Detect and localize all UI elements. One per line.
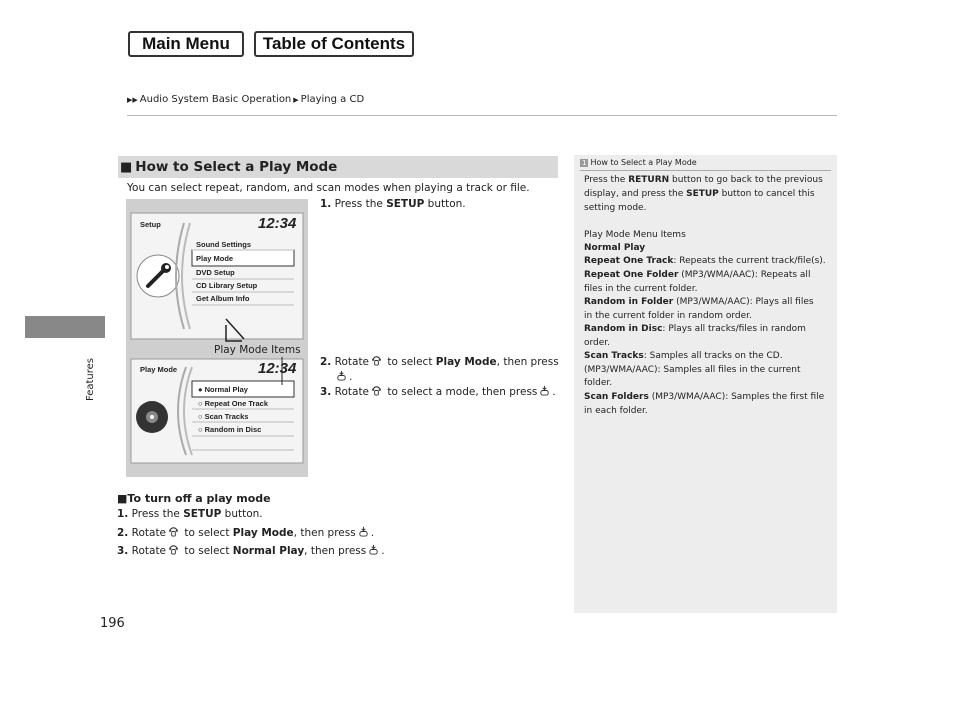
sidebar-item-cont: (MP3/WMA/AAC): Samples all files in the current xyxy=(584,365,801,375)
breadcrumb-arrow-icon: ▶ xyxy=(293,95,299,104)
chapter-tab xyxy=(25,316,105,338)
rotate-knob-icon xyxy=(168,544,179,555)
setup-screen-clock: 12:34 xyxy=(258,215,297,232)
sidebar-item: Normal Play xyxy=(584,243,646,253)
sidebar-item-cont: files in the current folder. xyxy=(584,284,698,294)
play-mode-items-label: Play Mode Items xyxy=(214,344,301,356)
off-step-1: 1. Press the SETUP button. xyxy=(117,508,263,520)
setup-menu-item: DVD Setup xyxy=(196,268,235,277)
sidebar-item-cont: in each folder. xyxy=(584,406,648,416)
press-knob-icon xyxy=(358,526,369,537)
sidebar-item: Repeat One Folder (MP3/WMA/AAC): Repeats all xyxy=(584,270,811,280)
sidebar-item-cont: folder. xyxy=(584,378,613,388)
step-2-press-icon-line: . xyxy=(334,370,352,383)
side-tab-label: Features xyxy=(85,358,96,401)
page-number: 196 xyxy=(100,616,125,631)
main-menu-button[interactable]: Main Menu xyxy=(128,31,244,57)
sidebar-heading: 1 How to Select a Play Mode xyxy=(582,158,697,167)
breadcrumb xyxy=(127,94,364,105)
step-3: 3. Rotate to select a mode, then press . xyxy=(320,386,556,398)
screen-illustration xyxy=(126,199,308,477)
sidebar-menu-title: Play Mode Menu Items xyxy=(584,230,686,240)
cd-icon xyxy=(136,401,168,433)
sidebar-item: Scan Tracks: Samples all tracks on the CD. xyxy=(584,351,783,361)
play-mode-item: ○ Random in Disc xyxy=(198,425,262,434)
setup-menu-item: CD Library Setup xyxy=(196,281,258,290)
step-1: 1. Press the SETUP button. xyxy=(320,198,466,210)
square-bullet-icon: ■ xyxy=(117,492,128,505)
sidebar-text: setting mode. xyxy=(584,203,647,213)
sidebar-note xyxy=(574,155,837,613)
play-mode-screen-clock: 12:34 xyxy=(258,360,297,377)
setup-menu-item: Get Album Info xyxy=(196,294,250,303)
press-knob-icon xyxy=(539,385,550,396)
section-title: How to Select a Play Mode xyxy=(135,159,338,175)
header-divider xyxy=(127,115,837,116)
setup-menu-item-selected: Play Mode xyxy=(196,254,234,263)
section-heading xyxy=(118,156,558,178)
play-mode-item-selected: ● Normal Play xyxy=(198,385,248,394)
press-knob-icon xyxy=(336,370,347,381)
rotate-knob-icon xyxy=(371,355,382,366)
press-knob-icon xyxy=(368,544,379,555)
play-mode-item: ○ Repeat One Track xyxy=(198,399,268,408)
off-step-2: 2. Rotate to select Play Mode, then press . xyxy=(117,527,375,539)
sidebar-text: Press the RETURN button to go back to the previous xyxy=(584,175,823,185)
sidebar-item: Random in Folder (MP3/WMA/AAC): Plays all files xyxy=(584,297,814,307)
step-2: 2. Rotate to select Play Mode, then press xyxy=(320,356,559,368)
play-mode-item: ○ Scan Tracks xyxy=(198,412,249,421)
sidebar-text: display, and press the SETUP button to cancel this xyxy=(584,189,815,199)
wrench-icon xyxy=(137,255,179,297)
sidebar-item: Random in Disc: Plays all tracks/files in random xyxy=(584,324,806,334)
table-of-contents-button[interactable]: Table of Contents xyxy=(254,31,414,57)
sidebar-item-cont: in the current folder in random order. xyxy=(584,311,752,321)
breadcrumb-arrow-icon: ▶▶ xyxy=(127,95,138,104)
rotate-knob-icon xyxy=(371,385,382,396)
breadcrumb-item[interactable]: Audio System Basic Operation xyxy=(139,94,292,105)
rotate-knob-icon xyxy=(168,526,179,537)
off-step-3: 3. Rotate to select Normal Play, then press . xyxy=(117,545,385,557)
subsection-heading: ■To turn off a play mode xyxy=(117,492,271,505)
sidebar-item: Scan Folders (MP3/WMA/AAC): Samples the first file xyxy=(584,392,825,402)
intro-text: You can select repeat, random, and scan modes when playing a track or file. xyxy=(127,182,530,194)
square-bullet-icon: ■ xyxy=(120,159,133,175)
sidebar-item-cont: order. xyxy=(584,338,611,348)
setup-menu-item: Sound Settings xyxy=(196,240,251,249)
play-mode-screen-title: Play Mode xyxy=(140,365,178,374)
sidebar-item: Repeat One Track: Repeats the current track/file(s). xyxy=(584,256,826,266)
setup-screen-title: Setup xyxy=(140,220,161,229)
sidebar-divider xyxy=(580,170,831,171)
breadcrumb-item[interactable]: Playing a CD xyxy=(300,94,365,105)
